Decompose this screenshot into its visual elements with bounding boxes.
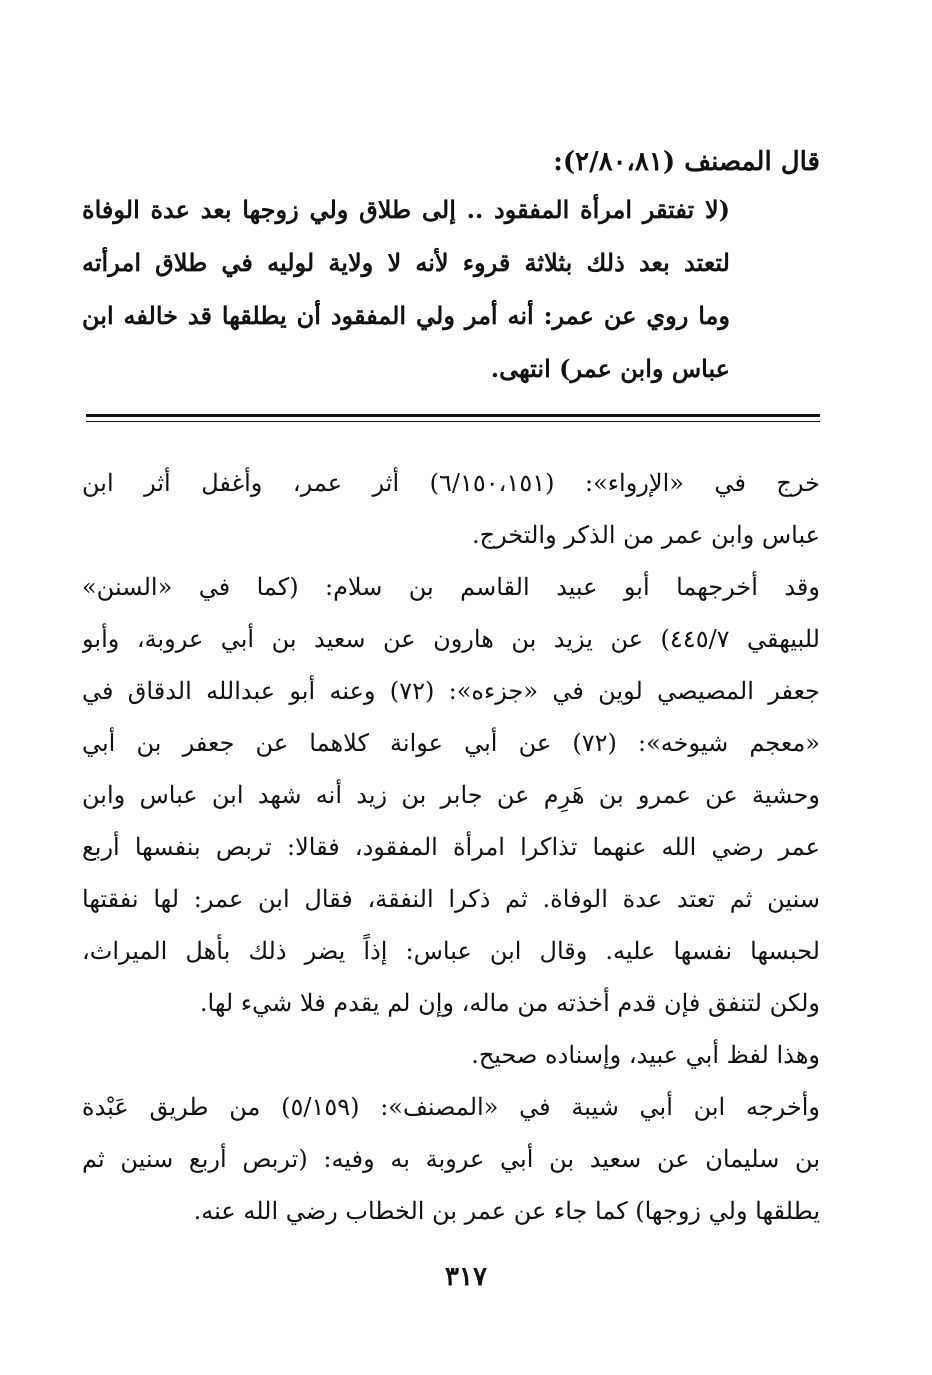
divider-thick	[86, 414, 820, 417]
divider-thin	[86, 421, 820, 422]
body-line-10: لحبسها نفسها عليه. وقال ابن عباس: إذاً يضر ذلك بأهل الميراث،	[82, 937, 820, 965]
body-line-6: «معجم شيوخه»: (٧٢) عن أبي عوانة كلاهما عن جعفر بن أبي	[82, 729, 820, 757]
body-line-5: جعفر المصيصي لوين في «جزءه»: (٧٢) وعنه أبو عبدالله الدقاق في	[82, 677, 820, 705]
body-line-2: عباس وابن عمر من الذكر والتخرج.	[472, 521, 820, 549]
body-line-11: ولكن لتنفق فإن قدم أخذته من ماله، وإن لم يقدم فلا شيء لها.	[199, 989, 820, 1017]
body-line-3: وقد أخرجهما أبو عبيد القاسم بن سلام: (كما في «السنن»	[82, 573, 820, 601]
quote-line-2: لتعتد بعد ذلك بثلاثة قروء لأنه لا ولاية لوليه في طلاق امرأته	[82, 248, 730, 277]
page-number: ٣١٧	[445, 1262, 487, 1292]
body-line-9: سنين ثم تعتد عدة الوفاة. ثم ذكرا النفقة، فقال ابن عمر: لها نفقتها	[82, 885, 820, 913]
body-line-8: عمر رضي الله عنهما تذاكرا امرأة المفقود، فقالا: تربص بنفسها أربع	[82, 833, 820, 861]
quote-line-1: (لا تفتقر امرأة المفقود .. إلى طلاق ولي زوجها بعد عدة الوفاة	[82, 195, 730, 224]
quote-line-4: عباس وابن عمر) انتهى.	[490, 354, 730, 383]
body-line-7: وحشية عن عمرو بن هَرِم عن جابر بن زيد أنه شهد ابن عباس وابن	[82, 781, 820, 809]
body-line-15: يطلقها ولي زوجها) كما جاء عن عمر بن الخطاب رضي الله عنه.	[193, 1197, 820, 1225]
body-line-12: وهذا لفظ أبي عبيد، وإسناده صحيح.	[471, 1041, 820, 1069]
body-line-4: للبيهقي ٤٤٥/٧) عن يزيد بن هارون عن سعيد بن أبي عروبة، وأبو	[82, 625, 820, 653]
body-line-13: وأخرجه ابن أبي شيبة في «المصنف»: (٥/١٥٩) من طريق عَبْدة	[82, 1093, 820, 1121]
quote-line-3: وما روي عن عمر: أنه أمر ولي المفقود أن يطلقها قد خالفه ابن	[82, 301, 730, 330]
body-line-14: بن سليمان عن سعيد بن أبي عروبة به وفيه: (تربص أربع سنين ثم	[82, 1145, 820, 1173]
body-line-1: خرج في «الإرواء»: (٦/١٥٠،١٥١) أثر عمر، وأغفل أثر ابن	[82, 469, 820, 497]
quote-heading: قال المصنف (٢/٨٠،٨١):	[553, 147, 820, 177]
